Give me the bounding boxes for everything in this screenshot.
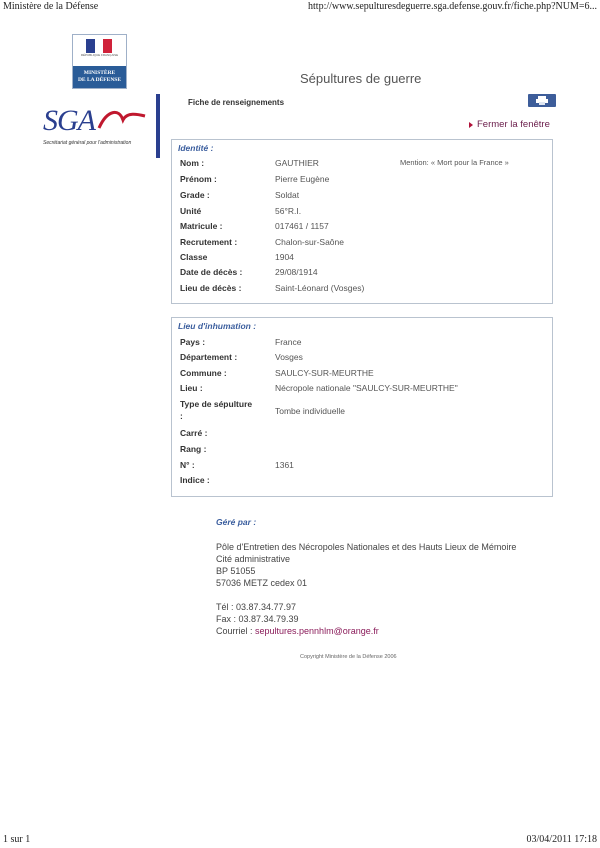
inhumation-label: Pays : bbox=[180, 337, 206, 347]
copyright-text: Copyright Ministère de la Défense 2006 bbox=[300, 654, 397, 660]
print-button[interactable] bbox=[528, 94, 556, 107]
identite-value: Soldat bbox=[275, 190, 300, 200]
identite-label: Nom : bbox=[180, 158, 205, 168]
fax-line: Fax : 03.87.34.79.39 bbox=[216, 614, 299, 624]
gere-line: Cité administrative bbox=[216, 554, 291, 564]
arrow-right-icon bbox=[469, 122, 473, 128]
identite-label: Recrutement : bbox=[180, 237, 238, 247]
identite-value: 29/08/1914 bbox=[275, 267, 318, 277]
french-flag-icon bbox=[86, 39, 112, 53]
inhumation-label: Lieu : bbox=[180, 383, 203, 393]
inhumation-value: France bbox=[275, 337, 302, 347]
inhumation-label: Département : bbox=[180, 352, 238, 362]
gere-line: Pôle d'Entretien des Nécropoles Nationales et des Hauts Lieux de Mémoire bbox=[216, 542, 517, 552]
print-header-url: http://www.sepulturesdeguerre.sga.defense.gouv.fr/fiche.php?NUM=6... bbox=[308, 1, 597, 12]
republique-francaise-text: RÉPUBLIQUE FRANÇAISE bbox=[80, 53, 119, 57]
inhumation-label: N° : bbox=[180, 460, 195, 470]
identite-label: Matricule : bbox=[180, 221, 223, 231]
mention-text: Mention: « Mort pour la France » bbox=[400, 158, 509, 167]
inhumation-label: Commune : bbox=[180, 368, 227, 378]
close-window-link[interactable] bbox=[469, 119, 550, 130]
identite-label: Classe bbox=[180, 252, 208, 262]
close-window-label: Fermer la fenêtre bbox=[477, 119, 550, 130]
gere-par-title: Géré par : bbox=[216, 517, 257, 527]
identite-value: Saint-Léonard (Vosges) bbox=[275, 283, 365, 293]
print-footer-date: 03/04/2011 17:18 bbox=[526, 834, 597, 845]
ministry-logo bbox=[72, 34, 127, 89]
inhumation-value: SAULCY-SUR-MEURTHE bbox=[275, 368, 374, 378]
identite-value: GAUTHIER bbox=[275, 158, 319, 168]
sga-logo-text: SGA bbox=[43, 104, 95, 137]
courriel-line bbox=[216, 626, 379, 636]
courriel-label: Courriel : bbox=[216, 626, 256, 636]
identite-value: 1904 bbox=[275, 252, 294, 262]
inhumation-label: Carré : bbox=[180, 428, 208, 438]
identite-value: Pierre Eugène bbox=[275, 174, 330, 184]
inhumation-label: Type de sépulture bbox=[180, 399, 253, 409]
print-footer-page: 1 sur 1 bbox=[3, 834, 31, 845]
identite-label: Date de décès : bbox=[180, 267, 243, 277]
sga-logo-bar bbox=[156, 94, 160, 158]
page-subtitle: Fiche de renseignements bbox=[188, 98, 285, 107]
sga-logo bbox=[35, 94, 160, 158]
inhumation-label: Rang : bbox=[180, 444, 207, 454]
inhumation-value: Tombe individuelle bbox=[275, 406, 345, 416]
tel-line: Tél : 03.87.34.77.97 bbox=[216, 602, 297, 612]
inhumation-label: Indice : bbox=[180, 475, 210, 485]
identite-value: 017461 / 1157 bbox=[275, 221, 329, 231]
identite-label: Grade : bbox=[180, 190, 210, 200]
inhumation-value: 1361 bbox=[275, 460, 294, 470]
gere-line: BP 51055 bbox=[216, 566, 256, 576]
identite-title: Identité : bbox=[178, 143, 214, 153]
ministry-line2: DE LA DÉFENSE bbox=[77, 77, 122, 83]
printer-icon bbox=[536, 96, 548, 105]
courriel-link[interactable]: sepultures.pennhlm@orange.fr bbox=[255, 626, 379, 636]
identite-panel bbox=[171, 139, 553, 304]
inhumation-label-cont: : bbox=[180, 411, 183, 421]
sga-swoosh-icon bbox=[97, 108, 147, 130]
identite-label: Unité bbox=[180, 206, 202, 216]
inhumation-panel bbox=[171, 317, 553, 497]
ministry-line1: MINISTÈRE bbox=[83, 70, 116, 76]
page-title: Sépultures de guerre bbox=[300, 71, 422, 86]
identite-value: Chalon-sur-Saône bbox=[275, 237, 344, 247]
inhumation-title: Lieu d'inhumation : bbox=[178, 321, 257, 331]
sga-logo-subtitle: Secrétariat général pour l'administration bbox=[43, 140, 132, 146]
identite-label: Lieu de décès : bbox=[180, 283, 242, 293]
gere-line: 57036 METZ cedex 01 bbox=[216, 578, 308, 588]
print-header-title: Ministère de la Défense bbox=[3, 1, 99, 12]
identite-label: Prénom : bbox=[180, 174, 217, 184]
identite-value: 56°R.I. bbox=[275, 206, 302, 216]
inhumation-value: Nécropole nationale "SAULCY-SUR-MEURTHE" bbox=[275, 383, 458, 393]
inhumation-value: Vosges bbox=[275, 352, 303, 362]
